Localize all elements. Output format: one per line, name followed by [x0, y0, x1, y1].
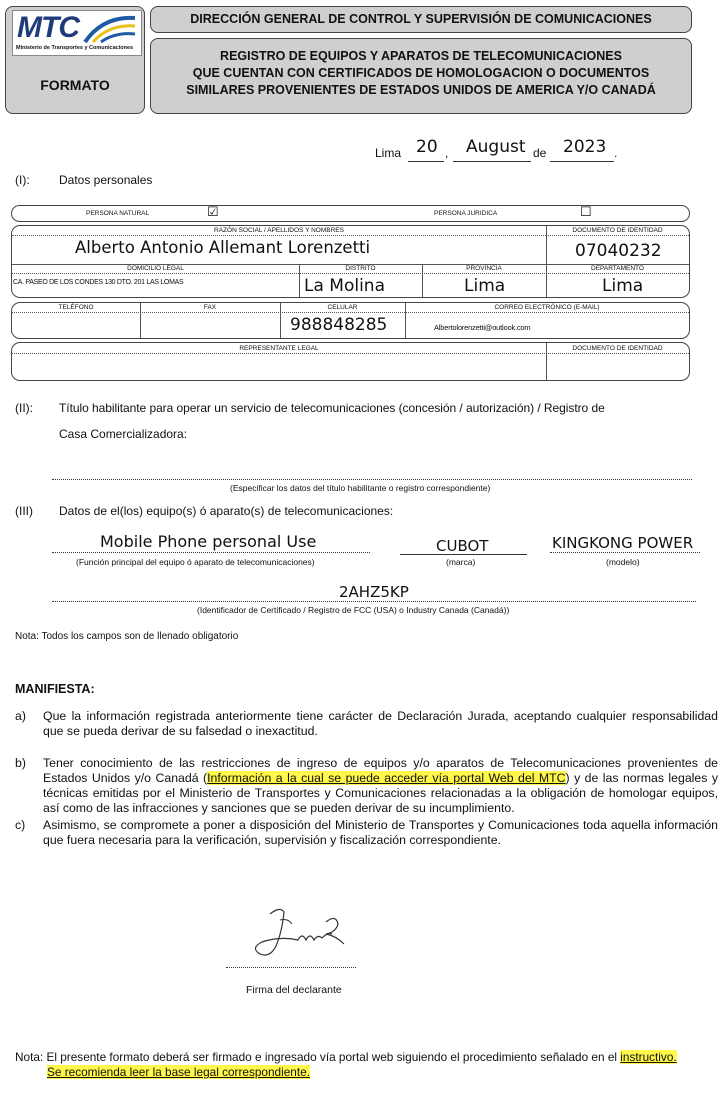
domicilio-label: DOMICILIO LEGAL — [127, 265, 184, 272]
section1-title: Datos personales — [59, 173, 153, 187]
identificador-line — [52, 601, 696, 602]
departamento-label: DEPARTAMENTO — [591, 265, 644, 272]
divider — [546, 226, 547, 297]
direccion-box — [150, 6, 692, 33]
funcion-value: Mobile Phone personal Use — [100, 532, 317, 551]
date-day-line — [408, 161, 444, 162]
celular-label: CELULAR — [327, 304, 358, 311]
marca-value: CUBOT — [436, 537, 489, 555]
divider — [12, 235, 546, 236]
date-day: 20 — [416, 137, 438, 157]
date-year-line — [550, 161, 614, 162]
item-b-label: b) — [15, 756, 26, 770]
firma-line — [226, 967, 356, 968]
nota-final-text: Nota: El presente formato deberá ser firmado e ingresado vía portal web siguiendo el procedimiento señalado en el — [15, 1050, 621, 1064]
correo-label: CORREO ELECTRÓNICO (E-MAIL) — [494, 304, 600, 311]
divider — [12, 353, 689, 354]
marca-line — [400, 554, 527, 555]
date-de: de — [533, 146, 547, 160]
titulo-caption: (Especificar los datos del título habilitante o registro correspondiente) — [230, 483, 491, 493]
modelo-line — [550, 552, 700, 553]
doc-value: 07040232 — [575, 241, 662, 261]
modelo-value: KINGKONG POWER — [552, 534, 694, 552]
section2-text-line1: Título habilitante para operar un servicio de telecomunicaciones (concesión / autorización) / Registro de — [59, 401, 605, 415]
date-comma: , — [445, 146, 449, 160]
modelo-caption: (modelo) — [606, 557, 640, 567]
divider — [12, 312, 689, 313]
domicilio-value: CA. PASEO DE LOS CONDES 130 DTO. 201 LAS LOMAS — [13, 279, 184, 286]
marca-caption: (marca) — [446, 557, 476, 567]
title-line-1: REGISTRO DE EQUIPOS Y APARATOS DE TELECOMUNICACIONES — [220, 49, 622, 63]
titulo-dotted-line — [52, 479, 692, 480]
correo-value: Albertolorenzetti@outlook.com — [434, 323, 531, 332]
title-line-2: QUE CUENTAN CON CERTIFICADOS DE HOMOLOGACION O DOCUMENTOS — [192, 66, 650, 80]
item-a-text: Que la información registrada anteriormente tiene carácter de Declaración Jurada, aceptando cualquier responsabilidad que se pueda derivar de su falsedad o inexactitud. — [43, 709, 718, 738]
logo-subtitle: Ministerio de Transportes y Comunicaciones — [16, 45, 134, 51]
instructivo-link[interactable]: instructivo. — [620, 1050, 677, 1064]
rep-label: REPRESENTANTE LEGAL — [239, 345, 319, 352]
razon-value: Alberto Antonio Allemant Lorenzetti — [75, 238, 371, 257]
date-year: 2023 — [563, 137, 607, 157]
date-month-line — [453, 161, 531, 162]
doc-label: DOCUMENTO DE IDENTIDAD — [572, 227, 663, 234]
date-period: . — [614, 146, 618, 160]
title-box — [150, 38, 692, 114]
title-line-3: SIMILARES PROVENIENTES DE ESTADOS UNIDOS DE AMERICA Y/O CANADÁ — [186, 83, 656, 97]
identificador-caption: (Identificador de Certificado / Registro de FCC (USA) o Industry Canada (Canadá)) — [197, 605, 510, 615]
date-city: Lima — [375, 146, 402, 160]
persona-row — [11, 205, 690, 222]
representante-row — [11, 342, 690, 381]
persona-natural-checkbox[interactable]: ☑ — [207, 204, 219, 219]
formato-label: FORMATO — [40, 77, 110, 93]
section2-number: (II): — [15, 401, 33, 415]
contacto-row — [11, 302, 690, 339]
item-b-pre: Tener conocimiento de las restricciones de ingreso de equipos y/o aparatos de Telecomunicaciones provenientes de Estados Unidos y/o Canadá ( — [43, 756, 718, 785]
provincia-label: PROVINCIA — [466, 265, 502, 272]
razon-label: RAZÓN SOCIAL / APELLIDOS Y NOMBRES — [214, 227, 344, 234]
persona-juridica-label: PERSONA JURIDICA — [434, 210, 498, 217]
direccion-text: DIRECCIÓN GENERAL DE CONTROL Y SUPERVISIÓN DE COMUNICACIONES — [190, 12, 652, 26]
divider — [12, 273, 689, 274]
rep-doc-label: DOCUMENTO DE IDENTIDAD — [572, 345, 663, 352]
mtc-portal-link[interactable]: Información a la cual se puede acceder vía portal Web del MTC — [207, 771, 566, 785]
date-month: August — [466, 137, 526, 157]
section3-number: (III) — [15, 504, 33, 518]
persona-juridica-checkbox[interactable]: ☐ — [580, 204, 592, 219]
logo-wave-icon — [83, 14, 137, 44]
provincia-value: Lima — [464, 276, 506, 296]
divider — [546, 235, 689, 236]
item-c-label: c) — [15, 818, 26, 832]
item-a-label: a) — [15, 709, 26, 723]
celular-value: 988848285 — [290, 315, 388, 335]
section1-number: (I): — [15, 173, 30, 187]
item-b-text — [43, 756, 718, 816]
telefono-label: TELÉFONO — [58, 304, 94, 311]
section2-text-line2: Casa Comercializadora: — [59, 427, 188, 441]
identificador-value: 2AHZ5KP — [339, 583, 409, 601]
nota-final — [15, 1050, 715, 1080]
datos-table — [11, 225, 690, 298]
distrito-label: DISTRITO — [345, 265, 376, 272]
departamento-value: Lima — [602, 276, 644, 296]
funcion-line — [52, 552, 370, 553]
form-title — [151, 39, 691, 99]
header-logo-box — [5, 6, 145, 114]
section3-title: Datos de el(los) equipo(s) ó aparato(s) de telecomunicaciones: — [59, 504, 394, 518]
item-c-text: Asimismo, se compromete a poner a disposición del Ministerio de Transportes y Comunicaciones toda aquella información que fuera necesaria para la verificación, supervisión y fiscalización correspondiente. — [43, 818, 718, 847]
mtc-logo — [12, 10, 142, 56]
persona-natural-label: PERSONA NATURAL — [86, 210, 150, 217]
funcion-caption: (Función principal del equipo ó aparato de telecomunicaciones) — [76, 557, 315, 567]
signature-image — [240, 902, 350, 964]
base-legal-link[interactable]: Se recomienda leer la base legal correspondiente. — [47, 1065, 310, 1079]
firma-label: Firma del declarante — [246, 984, 342, 996]
nota-obligatorio: Nota: Todos los campos son de llenado obligatorio — [15, 631, 239, 642]
distrito-value: La Molina — [304, 276, 385, 296]
item-b-post: ) y de las normas legales y técnicas emitidas por el Ministerio de Transportes y Comunicaciones relacionadas a la obligación de homologar equipos, así como de las infracciones y sanciones que se pueden derivar de su incumplimiento. — [43, 771, 718, 815]
logo-text: MTC — [17, 11, 79, 44]
fax-label: FAX — [203, 304, 217, 311]
manifiesta-title: MANIFIESTA: — [15, 682, 95, 696]
